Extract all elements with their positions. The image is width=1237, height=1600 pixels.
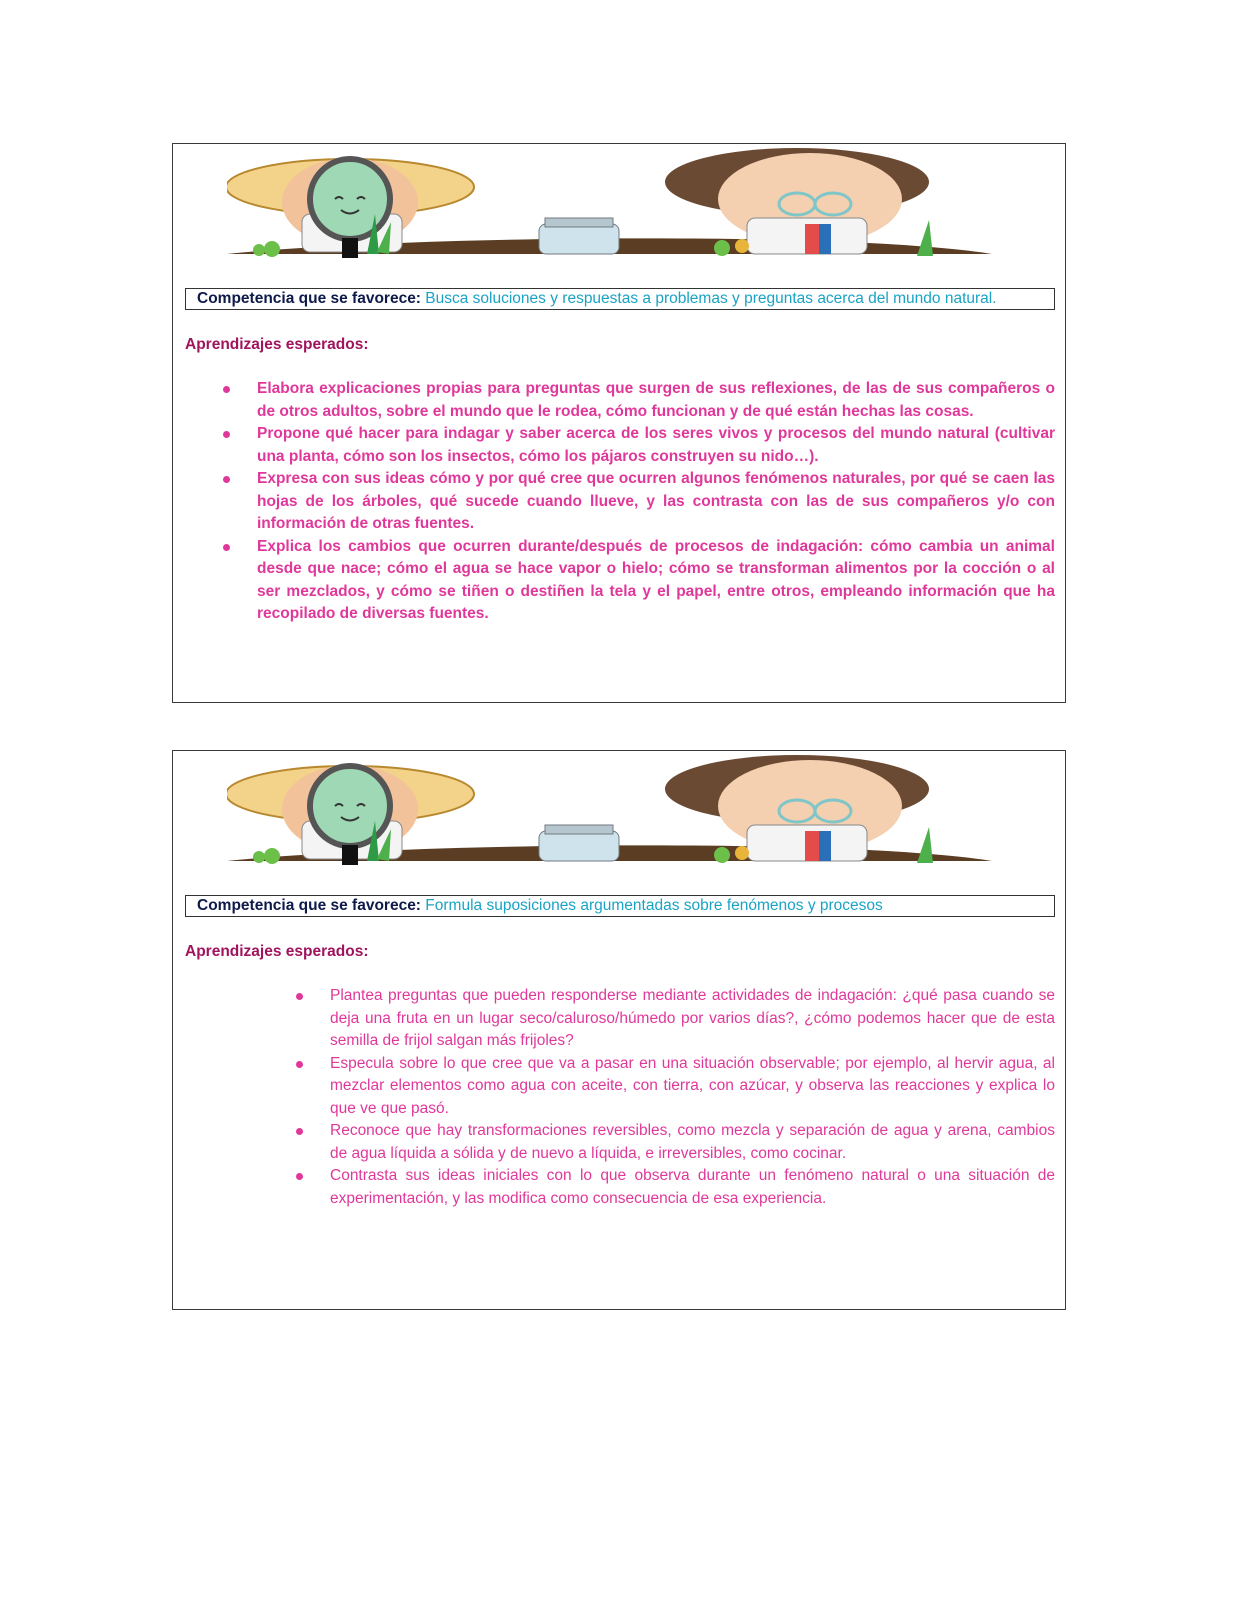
list-item: Explica los cambios que ocurren durante/después de procesos de indagación: cómo cambia un animal desde que nace; cómo el agua se hace vapor o hielo; cómo se transforman alimentos por la cocción o al ser mezclados, y cómo se tiñen o destiñen la tela y el papel, entre otros, empleando información que ha recopilado de diversas fuentes. [257,536,1055,626]
bullet-icon [296,1128,303,1135]
aprendizajes-title: Aprendizajes esperados: [185,943,369,960]
competencia-label: Competencia que se favorece: [197,897,421,914]
competencia-text: Formula suposiciones argumentadas sobre fenómenos y procesos [425,897,883,914]
bullet-icon [296,993,303,1000]
aprendizajes-list [257,378,1055,626]
list-item: Expresa con sus ideas cómo y por qué cree que ocurren algunos fenómenos naturales, por qué se caen las hojas de los árboles, qué sucede cuando llueve, y las contrasta con las de sus compañeros y/o con información de otras fuentes. [257,468,1055,536]
bullet-icon [296,1061,303,1068]
competencia-card-2 [172,750,1066,1310]
kids-scientists-illustration [227,144,1017,259]
bullet-icon [223,476,230,483]
aprendizajes-list [330,985,1055,1210]
bullet-icon [223,386,230,393]
aprendizajes-title: Aprendizajes esperados: [185,336,369,353]
list-item: Reconoce que hay transformaciones reversibles, como mezcla y separación de agua y arena, cambios de agua líquida a sólida y de nuevo a líquida, e irreversibles, como cocinar. [330,1120,1055,1165]
list-item: Especula sobre lo que cree que va a pasar en una situación observable; por ejemplo, al hervir agua, al mezclar elementos como agua con aceite, con tierra, con azúcar, y observa las reacciones y explica lo que ve que pasó. [330,1053,1055,1121]
kids-scientists-illustration [227,751,1017,866]
competencia-box [185,895,1055,917]
list-item: Plantea preguntas que pueden responderse mediante actividades de indagación: ¿qué pasa cuando se deja una fruta en un lugar seco/caluroso/húmedo por varios días?, ¿cómo podemos hacer que de esta semilla de frijol salgan más frijoles? [330,985,1055,1053]
competencia-text: Busca soluciones y respuestas a problemas y preguntas acerca del mundo natural. [425,290,997,307]
list-item: Contrasta sus ideas iniciales con lo que observa durante un fenómeno natural o una situación de experimentación, y las modifica como consecuencia de esa experiencia. [330,1165,1055,1210]
competencia-label: Competencia que se favorece: [197,290,421,307]
list-item: Propone qué hacer para indagar y saber acerca de los seres vivos y procesos del mundo natural (cultivar una planta, cómo son los insectos, cómo los pájaros construyen su nido…). [257,423,1055,468]
bullet-icon [223,544,230,551]
competencia-card-1 [172,143,1066,703]
list-item: Elabora explicaciones propias para preguntas que surgen de sus reflexiones, de las de sus compañeros o de otros adultos, sobre el mundo que le rodea, cómo funcionan y de qué están hechas las cosas. [257,378,1055,423]
bullet-icon [296,1173,303,1180]
bullet-icon [223,431,230,438]
competencia-box [185,288,1055,310]
